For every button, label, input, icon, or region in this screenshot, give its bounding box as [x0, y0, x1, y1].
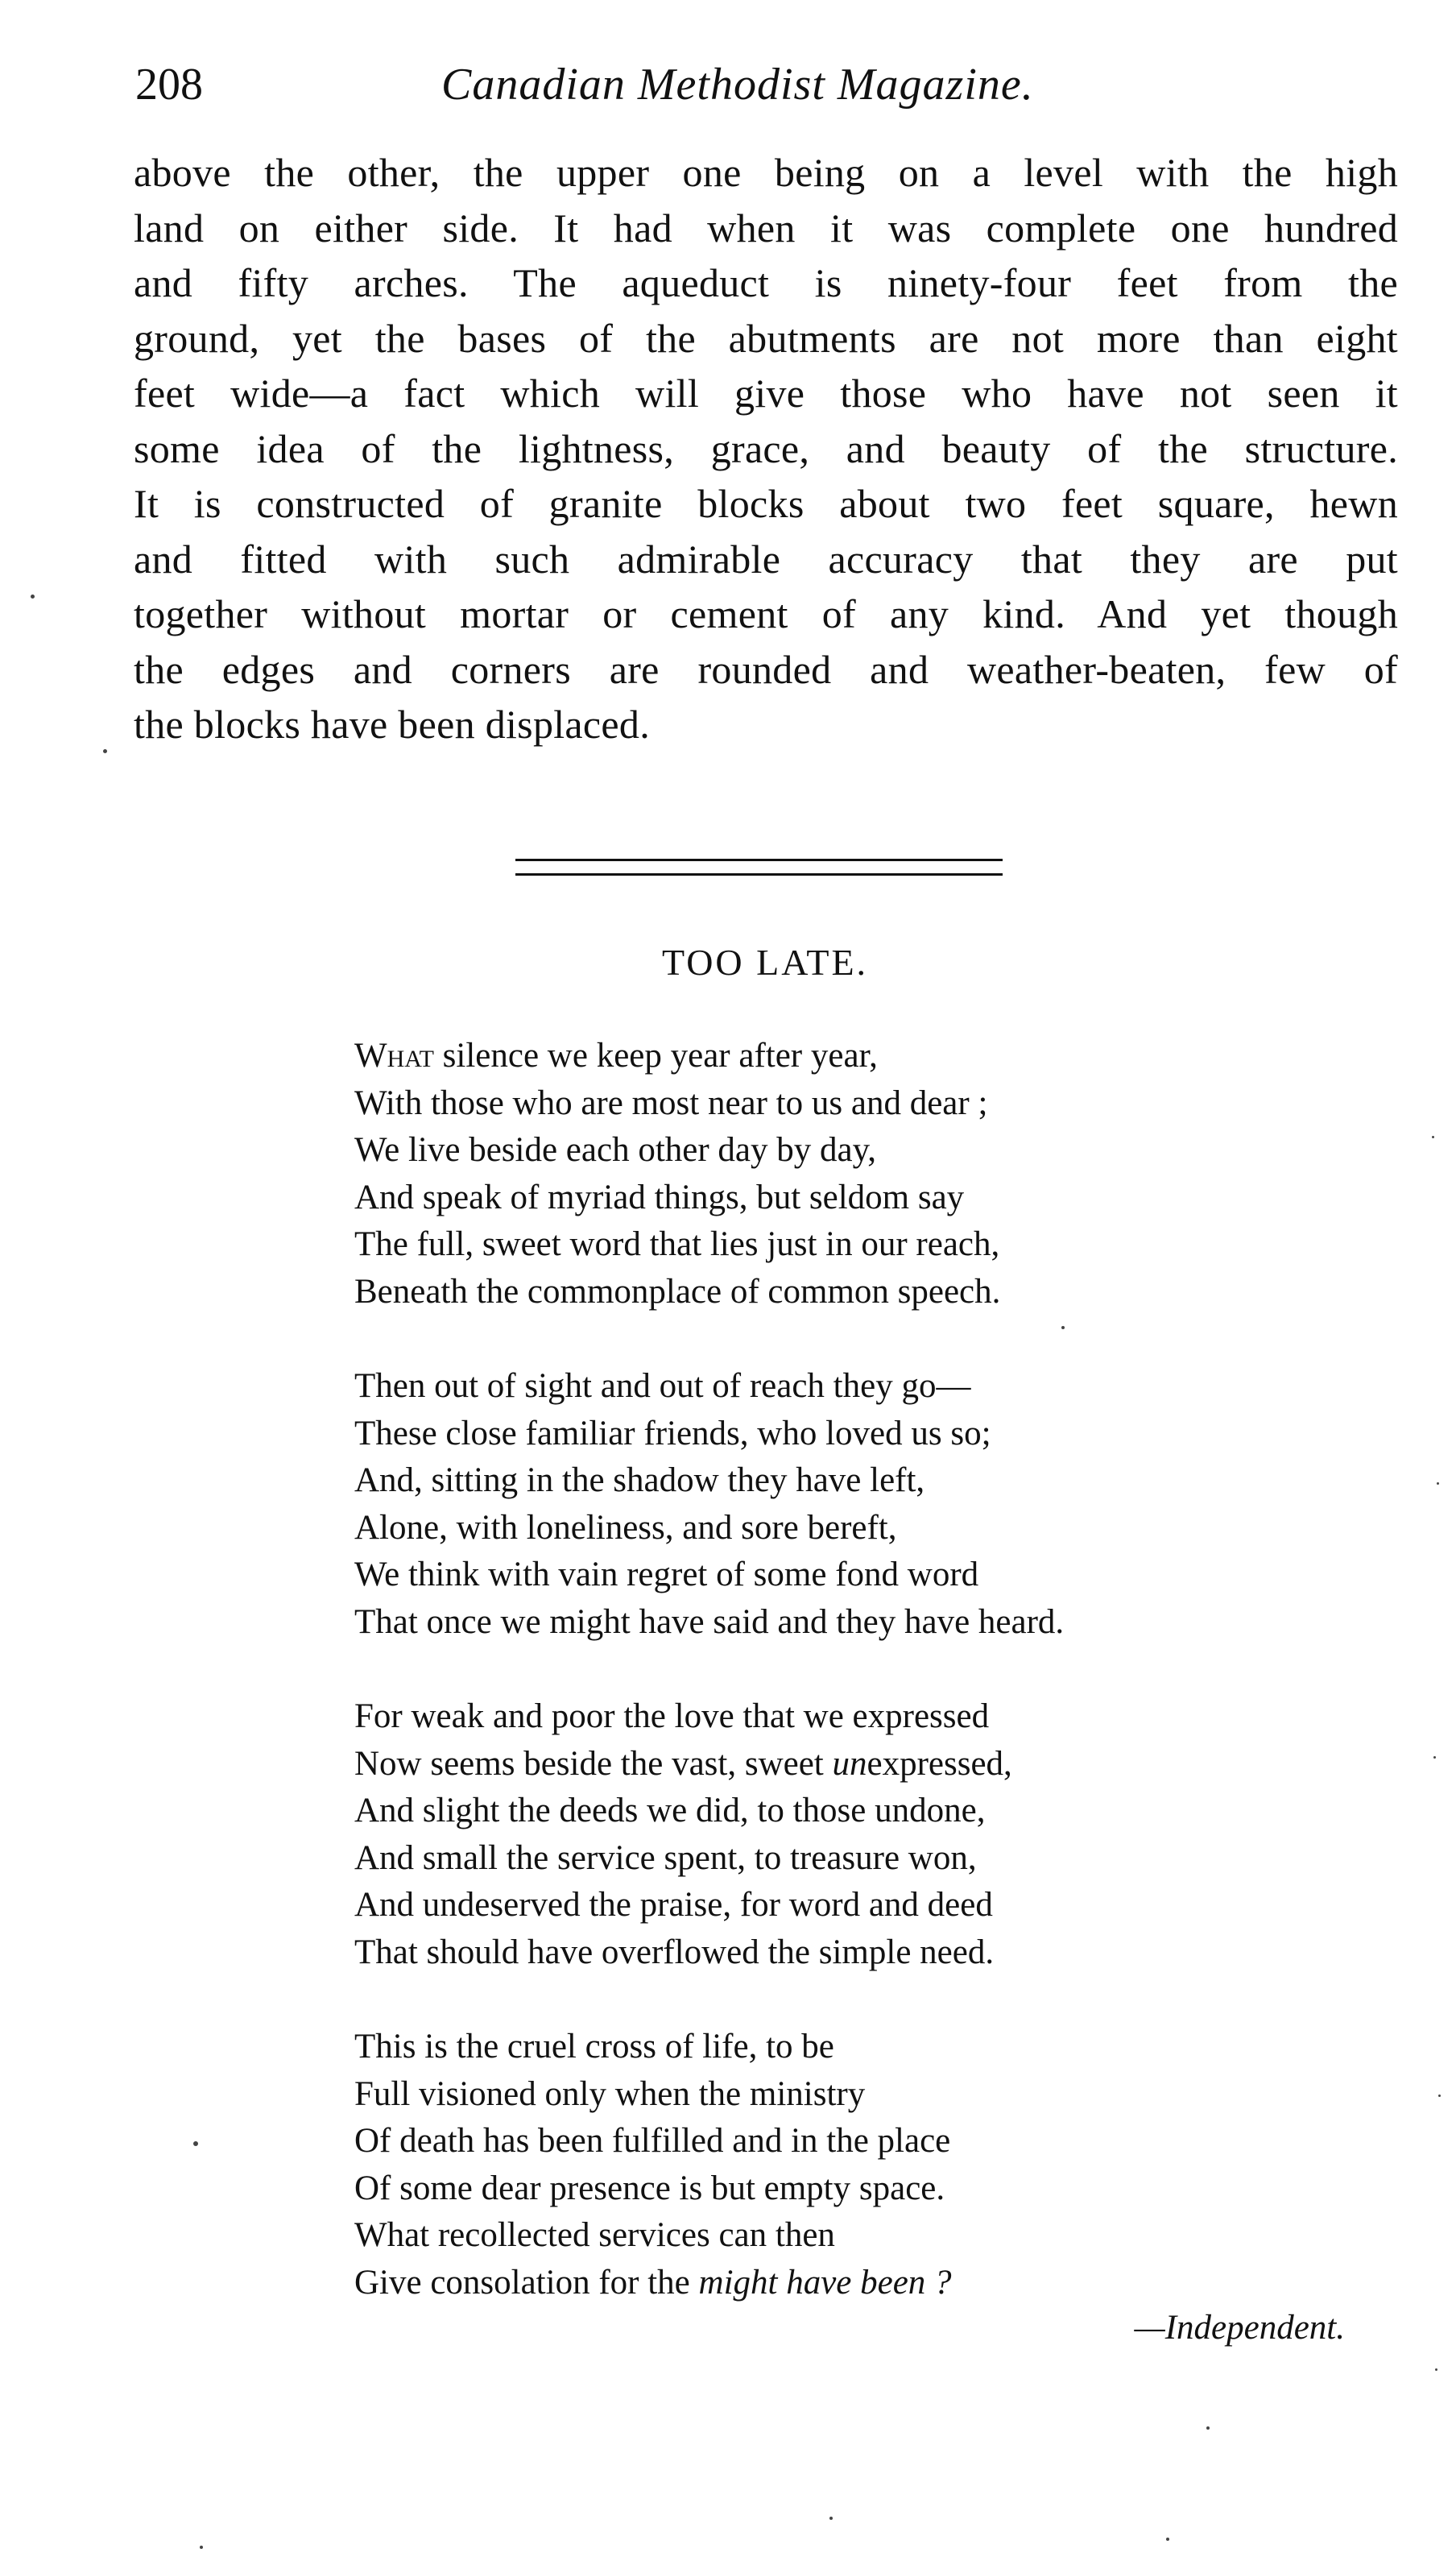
page-number: 208	[135, 60, 203, 110]
poem-title: TOO LATE.	[661, 942, 869, 983]
scan-speck	[193, 2141, 198, 2146]
poem-stanza	[354, 1363, 1321, 1646]
prose-line: It is constructed of granite blocks about two feet square, hewn	[134, 481, 1398, 526]
scan-speck	[200, 2546, 203, 2549]
prose-paragraph	[134, 145, 1398, 752]
prose-line: together without mortar or cement of any kind. And yet though	[134, 591, 1398, 636]
poem-stanza	[354, 1033, 1321, 1316]
prose-line: the blocks have been displaced.	[134, 702, 651, 747]
section-divider-bottom	[515, 873, 1003, 876]
poem-first-line-rest: silence we keep year after year,	[433, 1037, 878, 1075]
poem-line	[354, 2260, 1321, 2307]
poem-stanza	[354, 2024, 1321, 2306]
prose-line: the edges and corners are rounded and weather-beaten, few of	[134, 646, 1398, 692]
poem-line: This is the cruel cross of life, to be	[354, 2028, 834, 2066]
poem-line: We think with vain regret of some fond word	[354, 1556, 979, 1593]
prose-line: feet wide—a fact which will give those who have not seen it	[134, 371, 1398, 416]
poem-line: We live beside each other day by day,	[354, 1131, 877, 1169]
poem-line: Then out of sight and out of reach they go—	[354, 1367, 971, 1405]
poem-line: For weak and poor the love that we expressed	[354, 1697, 990, 1735]
poem-line-part: Give consolation for the	[354, 2263, 699, 2302]
poem-line: And, sitting in the shadow they have left,	[354, 1461, 925, 1499]
scan-speck	[103, 749, 107, 753]
poem-line: Alone, with loneliness, and sore bereft,	[354, 1508, 897, 1547]
poem-line-part: Now seems beside the vast, sweet	[354, 1744, 833, 1783]
prose-line: and fifty arches. The aqueduct is ninety-four feet from the	[134, 260, 1398, 305]
scan-speck	[1437, 1482, 1439, 1485]
poem-line: And speak of myriad things, but seldom say	[354, 1178, 965, 1216]
poem-stanza	[354, 1693, 1321, 1976]
poem-line: Full visioned only when the ministry	[354, 2074, 866, 2113]
poem-line: Of death has been fulfilled and in the place	[354, 2122, 951, 2160]
poem-line: Beneath the commonplace of common speech.	[354, 1272, 1001, 1311]
poem-line: What recollected services can then	[354, 2216, 835, 2254]
section-divider-top	[515, 859, 1003, 861]
poem-line: The full, sweet word that lies just in our reach,	[354, 1225, 1000, 1263]
poem-line	[354, 1033, 1321, 1080]
running-header	[135, 48, 1400, 121]
prose-line: ground, yet the bases of the abutments are not more than eight	[134, 315, 1398, 361]
prose-line: some idea of the lightness, grace, and beauty of the structure.	[134, 425, 1398, 471]
poem-line: Of some dear presence is but empty space.	[354, 2169, 945, 2207]
scan-speck	[1433, 1756, 1436, 1759]
scan-speck	[829, 2517, 833, 2520]
prose-line: above the other, the upper one being on a level with the high	[134, 150, 1398, 195]
poem-emphasis: might have been ?	[698, 2263, 952, 2302]
poem-line: These close familiar friends, who loved us so;	[354, 1414, 991, 1452]
scan-speck	[31, 595, 35, 599]
poem-attribution: —Independent.	[1134, 2309, 1345, 2347]
scan-speck	[1435, 2368, 1437, 2371]
poem-line: And undeserved the praise, for word and deed	[354, 1886, 993, 1924]
scan-speck	[1438, 2095, 1441, 2097]
poem-line-part: expressed,	[867, 1744, 1012, 1783]
scan-speck	[1166, 2538, 1169, 2541]
scan-speck	[1432, 1136, 1434, 1138]
prose-line: land on either side. It had when it was complete one hundred	[134, 205, 1398, 251]
scan-speck	[1061, 1326, 1065, 1329]
poem-line: That once we might have said and they have heard.	[354, 1602, 1065, 1641]
poem-line: That should have overflowed the simple need.	[354, 1933, 995, 1971]
scan-speck	[1206, 2426, 1210, 2430]
running-title: Canadian Methodist Magazine.	[441, 60, 1034, 110]
poem-emphasis: un	[832, 1744, 867, 1783]
poem	[354, 1033, 1321, 2354]
poem-line: And small the service spent, to treasure won,	[354, 1838, 977, 1877]
prose-line: and fitted with such admirable accuracy that they are put	[134, 536, 1398, 582]
poem-line: And slight the deeds we did, to those undone,	[354, 1792, 986, 1829]
poem-line	[354, 1741, 1321, 1788]
poem-line: With those who are most near to us and dear ;	[354, 1084, 988, 1122]
poem-first-word: What	[354, 1037, 434, 1075]
